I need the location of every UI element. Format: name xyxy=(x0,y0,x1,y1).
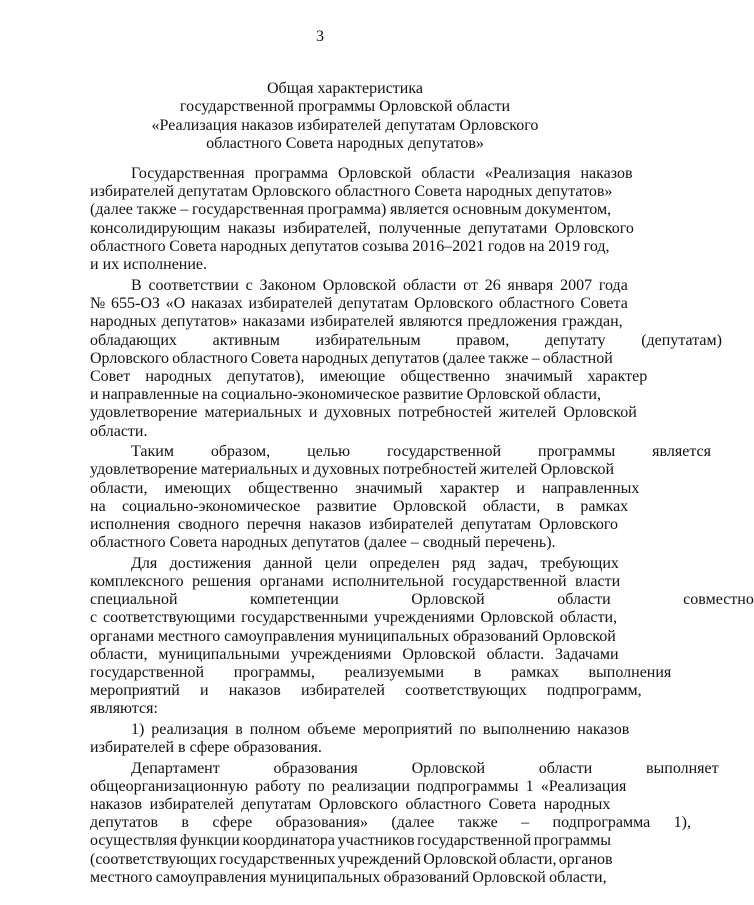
document-body xyxy=(90,165,754,887)
text-line: удовлетворение материальных и духовных потребностей жителей Орловской xyxy=(90,461,615,479)
paragraph-task-1 xyxy=(90,720,630,757)
text-line: (соответствующих государственных учреждений Орловской области, органов xyxy=(90,850,613,868)
text-line: консолидирующим наказы избирателей, полученные депутатами Орловского xyxy=(90,219,634,237)
text-line: обладающих активным избирательным правом, депутату (депутатам) xyxy=(90,331,722,349)
text-line: Государственная программа Орловской области «Реализация наказов xyxy=(131,165,633,182)
paragraph-program-tasks xyxy=(90,554,754,719)
title-line: областного Совета народных депутатов» xyxy=(206,134,484,152)
paragraph-department-education xyxy=(90,759,719,887)
title-line: Общая характеристика xyxy=(267,80,423,97)
text-line: местного самоуправления муниципальных образований Орловской области, xyxy=(90,868,607,886)
text-line: областного Совета народных депутатов созыва 2016–2021 годов на 2019 год, xyxy=(90,237,610,255)
text-line: исполнения сводного перечня наказов избирателей депутатам Орловского xyxy=(90,515,619,533)
text-line: народных депутатов» наказами избирателей являются предложения граждан, xyxy=(90,313,623,331)
paragraph-program-goal xyxy=(90,443,711,552)
text-line: специальной компетенции Орловской области совместно xyxy=(90,591,754,609)
text-line: с соответствующими государственными учреждениями Орловской области, xyxy=(90,609,618,627)
text-line: государственной программы, реализуемыми в рамках выполнения xyxy=(90,663,672,681)
text-line: и их исполнение. xyxy=(90,256,208,274)
text-line: комплексного решения органами исполнительной государственной власти xyxy=(90,572,621,590)
paragraph-program-description xyxy=(90,165,634,274)
text-line: области. xyxy=(90,422,148,440)
text-line: удовлетворение материальных и духовных потребностей жителей Орловской xyxy=(90,404,637,422)
text-line: на социально-экономическое развитие Орловской области, в рамках xyxy=(90,497,629,515)
text-line: избирателей депутатам Орловского областного Совета народных депутатов» xyxy=(90,183,613,201)
text-line: депутатов в сфере образования» (далее также – подпрограмма 1), xyxy=(90,814,691,832)
title-line: «Реализация наказов избирателей депутатам Орловского xyxy=(151,116,539,134)
text-line: Орловского областного Совета народных депутатов (далее также – областной xyxy=(90,349,613,367)
text-line: Совет народных депутатов), имеющие общественно значимый характер xyxy=(90,367,648,385)
text-line: Таким образом, целью государственной программы является xyxy=(131,443,711,461)
text-line: избирателей в сфере образования. xyxy=(90,739,322,757)
text-line: (далее также – государственная программа) является основным документом, xyxy=(90,201,612,219)
text-line: наказов избирателей депутатам Орловского областного Совета народных xyxy=(90,795,611,813)
text-line: Департамент образования Орловской области выполняет xyxy=(131,759,719,777)
text-line: области, имеющих общественно значимый характер и направленных xyxy=(90,479,640,497)
text-line: являются: xyxy=(90,700,158,718)
title-line: государственной программы Орловской области xyxy=(179,98,511,116)
text-line: осуществляя функции координатора участников государственной программы xyxy=(90,832,611,850)
text-line: Для достижения данной цели определен ряд задач, требующих xyxy=(131,554,619,572)
page-number: 3 xyxy=(316,28,324,45)
text-line: № 655-ОЗ «О наказах избирателей депутатам Орловского областного Совета xyxy=(90,295,628,313)
text-line: 1) реализация в полном объеме мероприятий по выполнению наказов xyxy=(131,720,630,738)
text-line: и направленные на социально-экономическое развитие Орловской области, xyxy=(90,386,601,404)
document-title xyxy=(90,80,600,153)
text-line: В соответствии с Законом Орловской области от 26 января 2007 года xyxy=(131,276,628,294)
text-line: областного Совета народных депутатов (далее – сводный перечень). xyxy=(90,534,556,552)
paragraph-law-reference xyxy=(90,276,722,441)
text-line: мероприятий и наказов избирателей соответствующих подпрограмм, xyxy=(90,682,642,700)
text-line: области, муниципальными учреждениями Орловской области. Задачами xyxy=(90,645,619,663)
text-line: органами местного самоуправления муниципальных образований Орловской xyxy=(90,627,616,645)
text-line: общеорганизационную работу по реализации подпрограммы 1 «Реализация xyxy=(90,777,627,795)
